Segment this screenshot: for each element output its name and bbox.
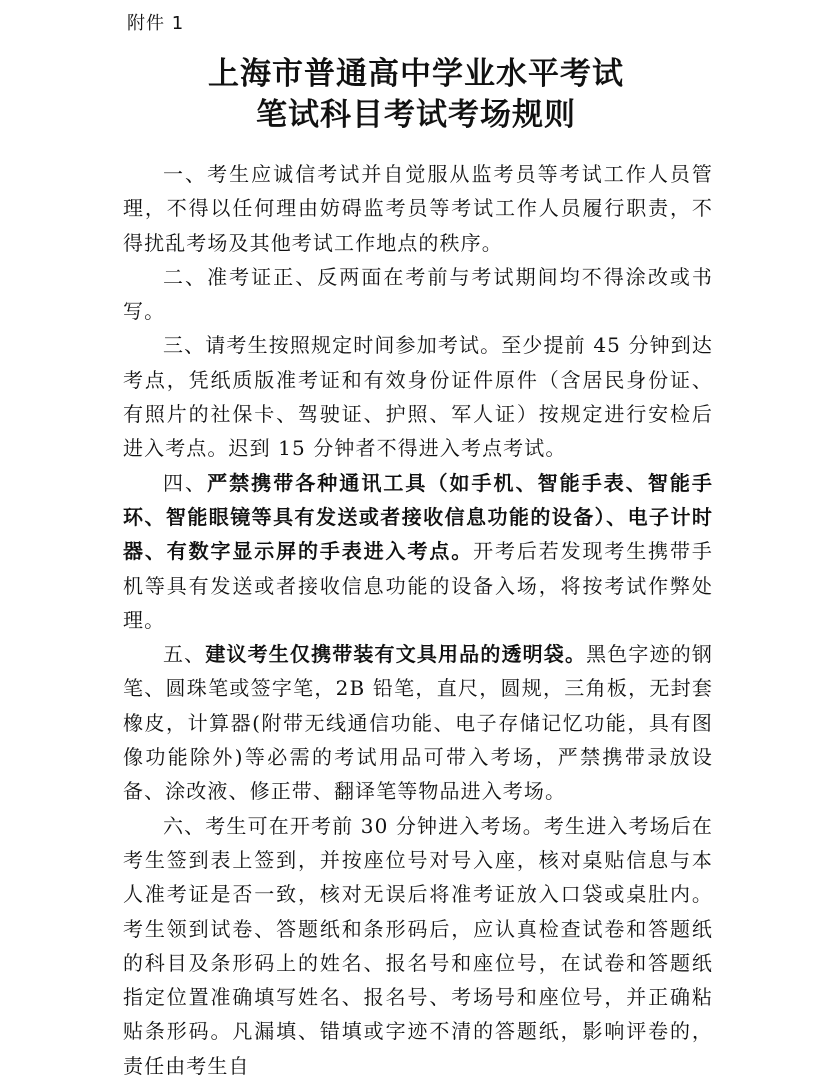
title-line-2: 笔试科目考试考场规则 bbox=[256, 97, 576, 133]
rule-paragraph-3: 三、请考生按照规定时间参加考试。至少提前 45 分钟到达考点，凭纸质版准考证和有效身份证件原件（含居民身份证、有照片的社保卡、驾驶证、护照、军人证）按规定进行安检后进入考点。迟到 15 分钟者不得进入考点考试。 bbox=[123, 333, 713, 461]
title-line-1: 上海市普通高中学业水平考试 bbox=[208, 56, 624, 92]
rule-5-number: 五、 bbox=[163, 642, 206, 667]
rule-paragraph-1: 一、考生应诚信考试并自觉服从监考员等考试工作人员管理，不得以任何理由妨碍监考员等考试工作人员履行职责，不得扰乱考场及其他考试工作地点的秩序。 bbox=[123, 162, 713, 255]
rules-body bbox=[123, 157, 713, 1083]
attachment-label: 附件 1 bbox=[127, 13, 185, 34]
rule-4-bold-text: 严禁携带各种通讯工具（如手机、智能手表、智能手环、智能眼镜等具有发送或者接收信息功能的设备）、电子计时器、有数字显示屏的手表进入考点。 bbox=[123, 470, 713, 564]
rule-paragraph-2: 二、准考证正、反两面在考前与考试期间均不得涂改或书写。 bbox=[123, 264, 713, 324]
rule-4-text: 开考后若发现考生携带手机等具有发送或者接收信息功能的设备入场，将按考试作弊处理。 bbox=[123, 539, 713, 632]
rule-paragraph-4 bbox=[123, 466, 713, 637]
rule-paragraph-5 bbox=[123, 637, 713, 808]
rule-paragraph-6: 六、考生可在开考前 30 分钟进入考场。考生进入考场后在考生签到表上签到，并按座位号对号入座，核对桌贴信息与本人准考证是否一致，核对无误后将准考证放入口袋或桌肚内。考生领到试卷、答题纸和条形码后，应认真检查试卷和答题纸的科目及条形码上的姓名、报名号和座位号，在试卷和答题纸指定位置准确填写姓名、报名号、考场号和座位号，并正确粘贴条形码。凡漏填、错填或字迹不清的答题纸，影响评卷的，责任由考生自 bbox=[123, 813, 713, 1078]
rule-5-text: 黑色字迹的钢笔、圆珠笔或签字笔，2B 铅笔，直尺，圆规，三角板，无封套橡皮，计算器(附带无线通信功能、电子存储记忆功能，具有图像功能除外)等必需的考试用品可带入考场，严禁携带录放设备、涂改液、修正带、翻译笔等物品进入考场。 bbox=[123, 642, 713, 804]
rule-4-number: 四、 bbox=[163, 470, 208, 495]
rule-5-bold-text: 建议考生仅携带装有文具用品的透明袋。 bbox=[205, 642, 587, 667]
